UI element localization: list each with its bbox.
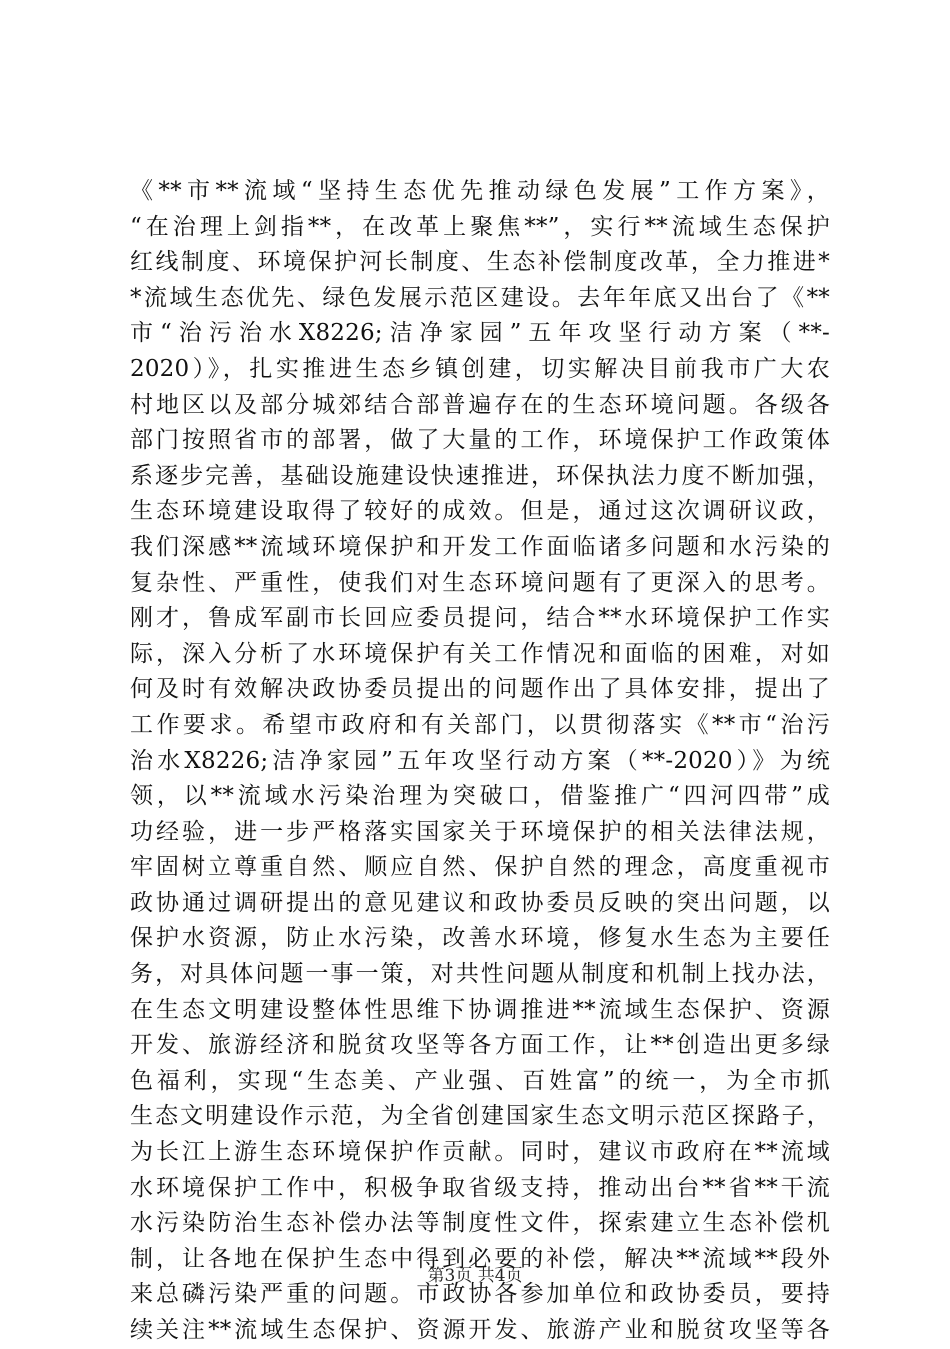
text-line: 水环境保护工作中，积极争取省级支持，推动出台**省**干流 xyxy=(130,1174,830,1201)
text-line: 生态文明建设作示范，为全省创建国家生态文明示范区探路子， xyxy=(130,1103,830,1130)
text-line: 开发、旅游经济和脱贫攻坚等各方面工作，让**创造出更多绿 xyxy=(130,1032,830,1059)
text-line: 红线制度、环境保护河长制度、生态补偿制度改革，全力推进* xyxy=(130,249,830,276)
document-body xyxy=(130,174,830,1349)
text-line: “在治理上剑指**，在改革上聚焦**”，实行**流域生态保护 xyxy=(130,213,830,240)
text-line: 在生态文明建设整体性思维下协调推进**流域生态保护、资源 xyxy=(130,996,830,1023)
text-line: 村地区以及部分城郊结合部普遍存在的生态环境问题。各级各 xyxy=(130,391,830,418)
text-line: 2020）》，扎实推进生态乡镇创建，切实解决目前我市广大农 xyxy=(130,355,830,382)
text-line: 保护水资源，防止水污染，改善水环境，修复水生态为主要任 xyxy=(130,925,830,952)
text-line: 复杂性、严重性，使我们对生态环境问题有了更深入的思考。 xyxy=(130,569,830,596)
text-line: 工作要求。希望市政府和有关部门，以贯彻落实《**市“治污 xyxy=(130,711,830,738)
text-line: *流域生态优先、绿色发展示范区建设。去年年底又出台了《** xyxy=(130,284,830,311)
text-line: 务，对具体问题一事一策，对共性问题从制度和机制上找办法， xyxy=(130,961,830,988)
text-line: 我们深感**流域环境保护和开发工作面临诸多问题和水污染的 xyxy=(130,533,830,560)
text-line: 治水X8226;洁净家园”五年攻坚行动方案（**-2020）》为统 xyxy=(130,747,830,774)
text-line: 市“治污治水X8226;洁净家园”五年攻坚行动方案（**- xyxy=(130,320,830,347)
text-line: 系逐步完善，基础设施建设快速推进，环保执法力度不断加强， xyxy=(130,462,830,489)
text-line: 生态环境建设取得了较好的成效。但是，通过这次调研议政， xyxy=(130,498,830,525)
text-line: 功经验，进一步严格落实国家关于环境保护的相关法律法规， xyxy=(130,818,830,845)
text-line: 为长江上游生态环境保护作贡献。同时，建议市政府在**流域 xyxy=(130,1139,830,1166)
page-footer: 第3页 共4页 xyxy=(427,1266,523,1286)
text-line: 何及时有效解决政协委员提出的问题作出了具体安排，提出了 xyxy=(130,676,830,703)
text-line: 制，让各地在保护生态中得到必要的补偿，解决**流域**段外 xyxy=(130,1245,830,1272)
text-line: 色福利，实现“生态美、产业强、百姓富”的统一，为全市抓 xyxy=(130,1067,830,1094)
text-line: 际，深入分析了水环境保护有关工作情况和面临的困难，对如 xyxy=(130,640,830,667)
text-line: 续关注**流域生态保护、资源开发、旅游产业和脱贫攻坚等各 xyxy=(130,1317,830,1343)
text-line: 刚才，鲁成军副市长回应委员提问，结合**水环境保护工作实 xyxy=(130,605,830,632)
text-line: 来总磷污染严重的问题。市政协各参加单位和政协委员，要持 xyxy=(130,1281,830,1308)
text-line: 领，以**流域水污染治理为突破口，借鉴推广“四河四带”成 xyxy=(130,783,830,810)
text-line: 政协通过调研提出的意见建议和政协委员反映的突出问题，以 xyxy=(130,889,830,916)
text-line: 水污染防治生态补偿办法等制度性文件，探索建立生态补偿机 xyxy=(130,1210,830,1237)
text-line: 《**市**流域“坚持生态优先推动绿色发展”工作方案》， xyxy=(130,178,830,204)
text-line: 部门按照省市的部署，做了大量的工作，环境保护工作政策体 xyxy=(130,427,830,454)
text-line: 牢固树立尊重自然、顺应自然、保护自然的理念，高度重视市 xyxy=(130,854,830,881)
